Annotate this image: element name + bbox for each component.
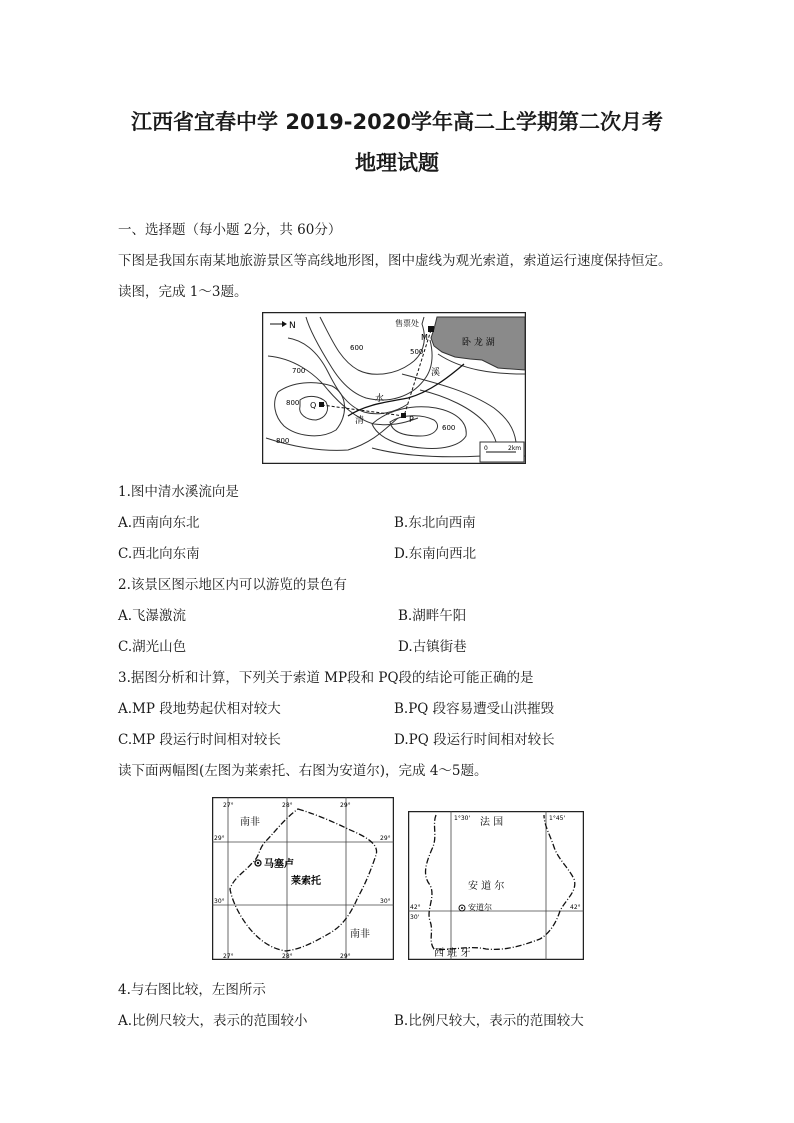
country-label: 安 道 尔	[468, 881, 505, 892]
contour-map	[262, 312, 526, 464]
latitude-tick: 30°	[214, 898, 225, 905]
option-d: D.东南向西北	[394, 546, 477, 562]
contour-label: 700	[292, 367, 306, 375]
option-a: A.MP 段地势起伏相对较大	[118, 701, 281, 717]
option-d: D.PQ 段运行时间相对较长	[394, 732, 555, 748]
latitude-tick: 42°	[410, 904, 421, 911]
page-subtitle: 地理试题	[355, 151, 439, 175]
stream-label: 清	[355, 416, 365, 426]
ticket-office-label: 售票处	[395, 319, 419, 328]
option-b: B.比例尺较大，表示的范围较大	[394, 1013, 584, 1029]
point-m-label: M	[421, 333, 428, 342]
question-stem: 1.图中清水溪流向是	[118, 484, 239, 500]
country-label: 南非	[350, 929, 370, 940]
longitude-tick: 27°	[223, 802, 234, 809]
longitude-tick: 1°30'	[454, 815, 471, 822]
option-c: C.西北向东南	[118, 546, 200, 562]
point-p-label: P	[409, 415, 414, 424]
scale-label: 0	[484, 445, 488, 452]
latitude-tick: 30'	[410, 914, 420, 921]
page-title: 江西省宜春中学 2019-2020学年高二上学期第二次月考	[131, 110, 663, 134]
stream-label: 溪	[431, 368, 441, 378]
contour-label: 800	[286, 399, 300, 407]
country-label: 南非	[240, 817, 260, 828]
longitude-tick: 29°	[340, 953, 351, 960]
question-stem: 4.与右图比较，左图所示	[118, 982, 266, 998]
option-b: B.湖畔午阳	[398, 608, 467, 624]
question-stem: 2.该景区图示地区内可以游览的景色有	[118, 577, 347, 593]
longitude-tick: 1°45'	[549, 815, 566, 822]
latitude-tick: 29°	[214, 835, 225, 842]
scale-label: 2km	[508, 445, 522, 452]
question-stem: 3.据图分析和计算，下列关于索道 MP段和 PQ段的结论可能正确的是	[118, 670, 534, 686]
longitude-tick: 27°	[223, 953, 234, 960]
lesotho-map	[212, 797, 394, 960]
option-a: A.飞瀑激流	[118, 608, 187, 624]
intro-text: 读图，完成 1～3题。	[118, 284, 248, 300]
contour-label: 800	[276, 437, 290, 445]
section-heading: 一、选择题（每小题 2分，共 60分）	[118, 222, 342, 238]
latitude-tick: 30°	[380, 898, 391, 905]
option-b: B.东北向西南	[394, 515, 476, 531]
longitude-tick: 29°	[340, 802, 351, 809]
north-label: N	[289, 321, 296, 331]
option-c: C.MP 段运行时间相对较长	[118, 732, 281, 748]
country-label: 莱索托	[291, 876, 321, 887]
intro-text: 下图是我国东南某地旅游景区等高线地形图，图中虚线为观光索道，索道运行速度保持恒定。	[118, 253, 672, 269]
longitude-tick: 28°	[282, 802, 293, 809]
option-a: A.比例尺较大，表示的范围较小	[118, 1013, 308, 1029]
longitude-tick: 28°	[282, 953, 293, 960]
country-label: 法 国	[480, 817, 504, 828]
contour-label: 600	[350, 344, 364, 352]
contour-label: 500	[410, 348, 424, 356]
option-b: B.PQ 段容易遭受山洪摧毁	[394, 701, 555, 717]
option-c: C.湖光山色	[118, 639, 187, 655]
country-label: 西 班 牙	[434, 948, 471, 959]
latitude-tick: 29°	[380, 835, 391, 842]
option-a: A.西南向东北	[118, 515, 200, 531]
intro-text: 读下面两幅图(左图为莱索托、右图为安道尔)，完成 4～5题。	[118, 763, 488, 779]
lake-label: 卧 龙 湖	[462, 338, 495, 348]
capital-label: 马塞卢	[264, 859, 294, 870]
latitude-tick: 42°	[570, 904, 581, 911]
capital-label: 安道尔	[468, 903, 492, 912]
contour-label: 600	[442, 424, 456, 432]
stream-label: 水	[375, 394, 385, 404]
option-d: D.古镇街巷	[398, 639, 467, 655]
andorra-map	[408, 811, 584, 960]
point-q-label: Q	[310, 401, 317, 410]
